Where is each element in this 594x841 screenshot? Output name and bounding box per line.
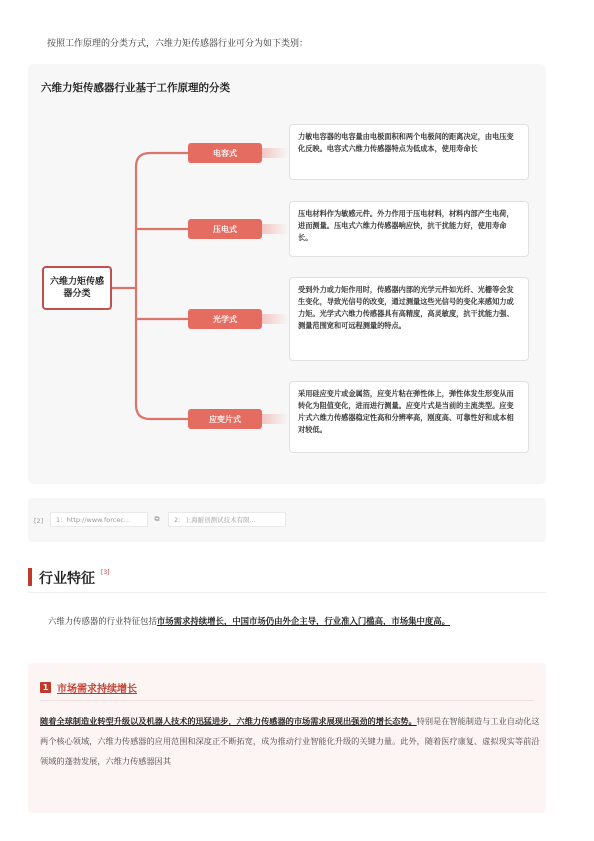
subsection-paragraph: 随着全球制造业转型升级以及机器人技术的迅猛进步，六维力传感器的市场需求展现出强劲的增长态势。特别是在智能制造与工业自动化这两个核心领域，六维力传感器的应用范围和深度正不断拓宽，成为推动行业智能化升级的关键力量。此外，随着医疗康复、虚拟现实等前沿领域的蓬勃发展，六维力传感器因其: [40, 716, 540, 766]
section-title: 行业特征: [39, 571, 95, 587]
root-node: 六维力矩传感器分类: [42, 266, 112, 310]
section-paragraph: 六维力传感器的行业特征包括市场需求持续增长，中国市场仍由外企主导，行业准入门槛高，市场集中度高。: [48, 616, 450, 626]
copy-icon[interactable]: ⧉: [154, 515, 160, 523]
reference-link-1[interactable]: 1：http://www.forcec...: [50, 512, 148, 527]
intro-text: 按照工作原理的分类方式，六维力矩传感器行业可分为如下类别：: [47, 39, 309, 49]
branch-desc-capacitive: 力敏电容器的电容量由电极面积和两个电极间的距离决定，由电压变化反映。电容式六维力传感器特点为低成本，使用寿命长: [289, 124, 529, 180]
section-divider: [28, 592, 546, 593]
subsection-number: 1: [40, 682, 51, 693]
branch-optical: 光学式: [188, 309, 262, 329]
branch-piezo: 压电式: [188, 219, 262, 239]
section-accent-bar: [28, 568, 32, 586]
branch-desc-optical: 受到外力或力矩作用时，传感器内部的光学元件如光纤、光栅等会发生变化，导致光信号的改变，通过测量这些光信号的变化来感知力或力矩。光学式六维力传感器具有高精度，高灵敏度，抗干扰能力强、测量范围宽和可远程测量的特点。: [289, 277, 529, 361]
reference-link-2[interactable]: 2：上海耐创测试技术有限...: [168, 512, 286, 527]
branch-desc-strain: 采用硅应变片或金属箔，应变片粘在弹性体上，弹性体发生形变从而转化为阻值变化，进而进行测量。应变片式是当前的主流类型。应变片式六维力传感器稳定性高和分辨率高，刚度高、可靠性好和成本相对较低。: [289, 381, 529, 453]
branch-glow: [262, 414, 288, 424]
subsection-title: 市场需求持续增长: [57, 684, 137, 695]
reference-number: [2]: [34, 517, 44, 525]
diagram-title: 六维力矩传感器行业基于工作原理的分类: [41, 82, 230, 94]
section-citation[interactable]: [3]: [101, 569, 110, 576]
connector-trunk: [136, 153, 150, 419]
branch-glow: [262, 224, 288, 234]
branch-desc-piezo: 压电材料作为敏感元件。外力作用于压电材料，材料内部产生电荷，进而测量。压电式六维力传感器响应快，抗干扰能力好，使用寿命长。: [289, 201, 529, 257]
branch-glow: [262, 148, 288, 158]
branch-strain: 应变片式: [188, 409, 262, 429]
branch-capacitive: 电容式: [188, 143, 262, 163]
subsection-divider: [40, 700, 534, 701]
branch-glow: [262, 314, 288, 324]
